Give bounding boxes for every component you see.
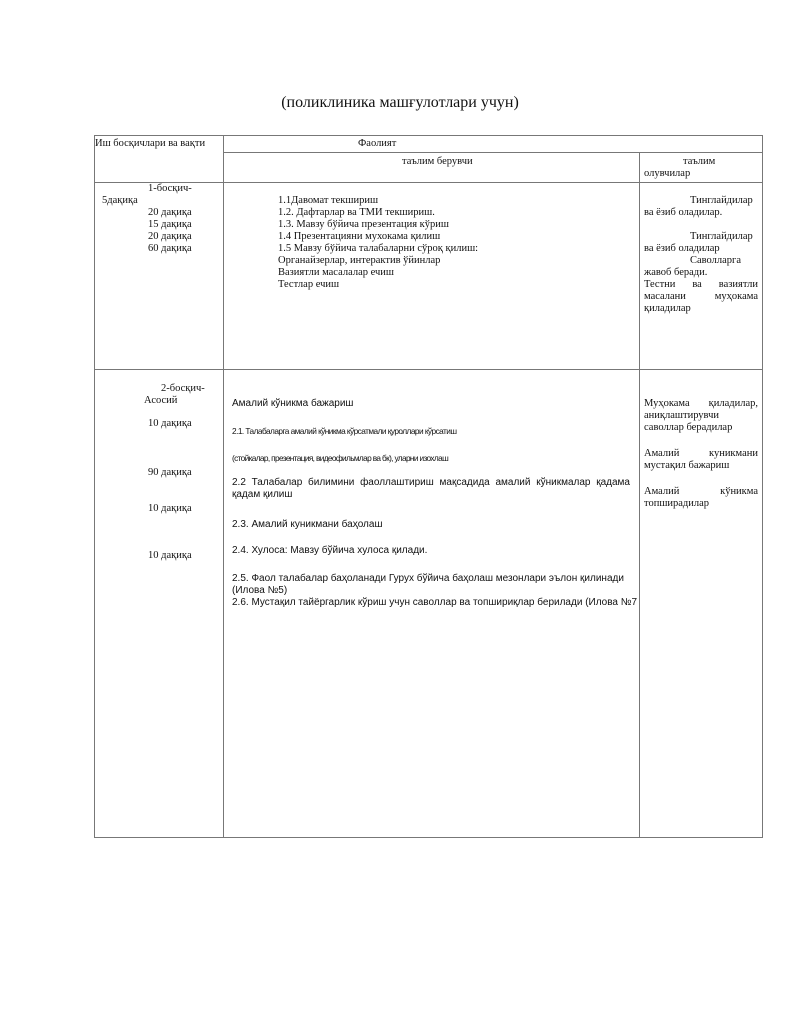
stage1-duration: 5дақиқа	[102, 195, 138, 206]
header-learner-part2: олувчилар	[644, 168, 691, 179]
stage1-time: 60 дақиқа	[148, 243, 192, 254]
header-stages-time: Иш босқичлари ва вақти	[95, 138, 206, 149]
stage2-teacher-item: 2.1. Талабаларга амалий кўникма кўрсатмали қуроллари кўрсатиш	[232, 426, 457, 436]
header-activity-cell	[224, 136, 763, 153]
stage1-times	[148, 207, 192, 255]
stage2-row	[95, 370, 763, 838]
stage2-learner-item: Муҳокама қиладилар, аниқлаштирувчи саволлар берадилар	[644, 398, 759, 433]
header-teacher: таълим берувчи	[402, 156, 473, 167]
stage1-learner-cell	[640, 183, 763, 370]
header-teacher-cell	[224, 153, 640, 183]
stage1-time: 20 дақиқа	[148, 207, 192, 218]
lesson-plan-table	[94, 135, 763, 838]
stage2-learner-cell	[640, 370, 763, 838]
stage2-time: 90 дақиқа	[148, 467, 192, 478]
stage1-time-cell	[95, 183, 224, 370]
stage2-teacher-item: 2.6. Мустақил тайёргарлик кўриш учун саволлар ва топшириқлар берилади (Илова №7	[232, 597, 638, 608]
stage2-teacher-item: 2.3. Амалий куникмани баҳолаш	[232, 519, 383, 530]
stage1-teacher-item: 1.4 Презентацияни мухокама қилиш	[278, 231, 441, 242]
stage1-learner-item: Саволларга жавоб беради.	[644, 255, 742, 278]
stage2-name: 2-босқич-	[161, 383, 205, 394]
stage1-teacher-item: 1.5 Мавзу бўйича талабаларни сўроқ қилиш:	[278, 243, 479, 254]
stage2-learner-item: Амалий кўникма топширадилар	[644, 486, 759, 509]
stage1-time: 15 дақиқа	[148, 219, 192, 230]
stage2-learner-item: Амалий куникмани мустақил бажариш	[644, 448, 759, 471]
stage2-time: 10 дақиқа	[148, 550, 192, 561]
header-row	[95, 136, 763, 153]
stage1-time: 20 дақиқа	[148, 231, 192, 242]
stage1-teacher-list	[224, 183, 639, 291]
stage1-teacher-cell	[224, 183, 640, 370]
header-activity: Фаолият	[358, 138, 397, 149]
stage2-time-cell	[95, 370, 224, 838]
header-stages-time-cell	[95, 136, 224, 183]
stage2-teacher-item: (стойкалар, презентация, видеофильмлар ва бк), уларни изохлаш	[232, 453, 449, 463]
stage1-teacher-item: 1.2. Дафтарлар ва ТМИ текшириш.	[278, 207, 435, 218]
stage2-subtitle: Асосий	[144, 395, 178, 406]
stage1-teacher-item: Тестлар ечиш	[278, 279, 340, 290]
header-learner-cell	[640, 153, 763, 183]
stage1-teacher-item: 1.1Давомат текшириш	[278, 195, 379, 206]
stage2-time: 10 дақиқа	[148, 418, 192, 429]
stage1-teacher-item: Органайзерлар, интерактив ўйинлар	[278, 255, 441, 266]
stage1-teacher-item: Вазиятли масалалар ечиш	[278, 267, 394, 278]
stage1-teacher-item: 1.3. Мавзу бўйича презентация кўриш	[278, 219, 449, 230]
stage1-name: 1-босқич-	[148, 183, 192, 194]
page-title: (поликлиника машғулотлари учун)	[281, 94, 519, 111]
stage2-time: 10 дақиқа	[148, 503, 192, 514]
stage2-teacher-item: 2.5. Фаол талабалар баҳоланади Гурух бўйича баҳолаш мезонлари эълон қилинади (Илова №5)	[232, 573, 624, 596]
stage2-teacher-item: 2.4. Хулоса: Мавзу бўйича хулоса қилади.	[232, 545, 428, 556]
stage1-row	[95, 183, 763, 370]
header-learner-part1: таълим	[683, 156, 716, 167]
stage1-learner-item: Тинглайдилар ва ёзиб оладилар	[644, 231, 753, 254]
stage2-teacher-item: 2.2 Талабалар билимини фаоллаштириш мақсадида амалий кўникмалар қадама қадам қилиш	[232, 477, 630, 500]
stage1-learner-item: Тестни ва вазиятли масалани муҳокама қиладилар	[644, 279, 759, 314]
stage2-teacher-cell	[224, 370, 640, 838]
stage2-teacher-item: Амалий кўникма бажариш	[232, 398, 354, 409]
stage1-learner-item: Тинглайдилар ва ёзиб оладилар.	[644, 195, 753, 218]
